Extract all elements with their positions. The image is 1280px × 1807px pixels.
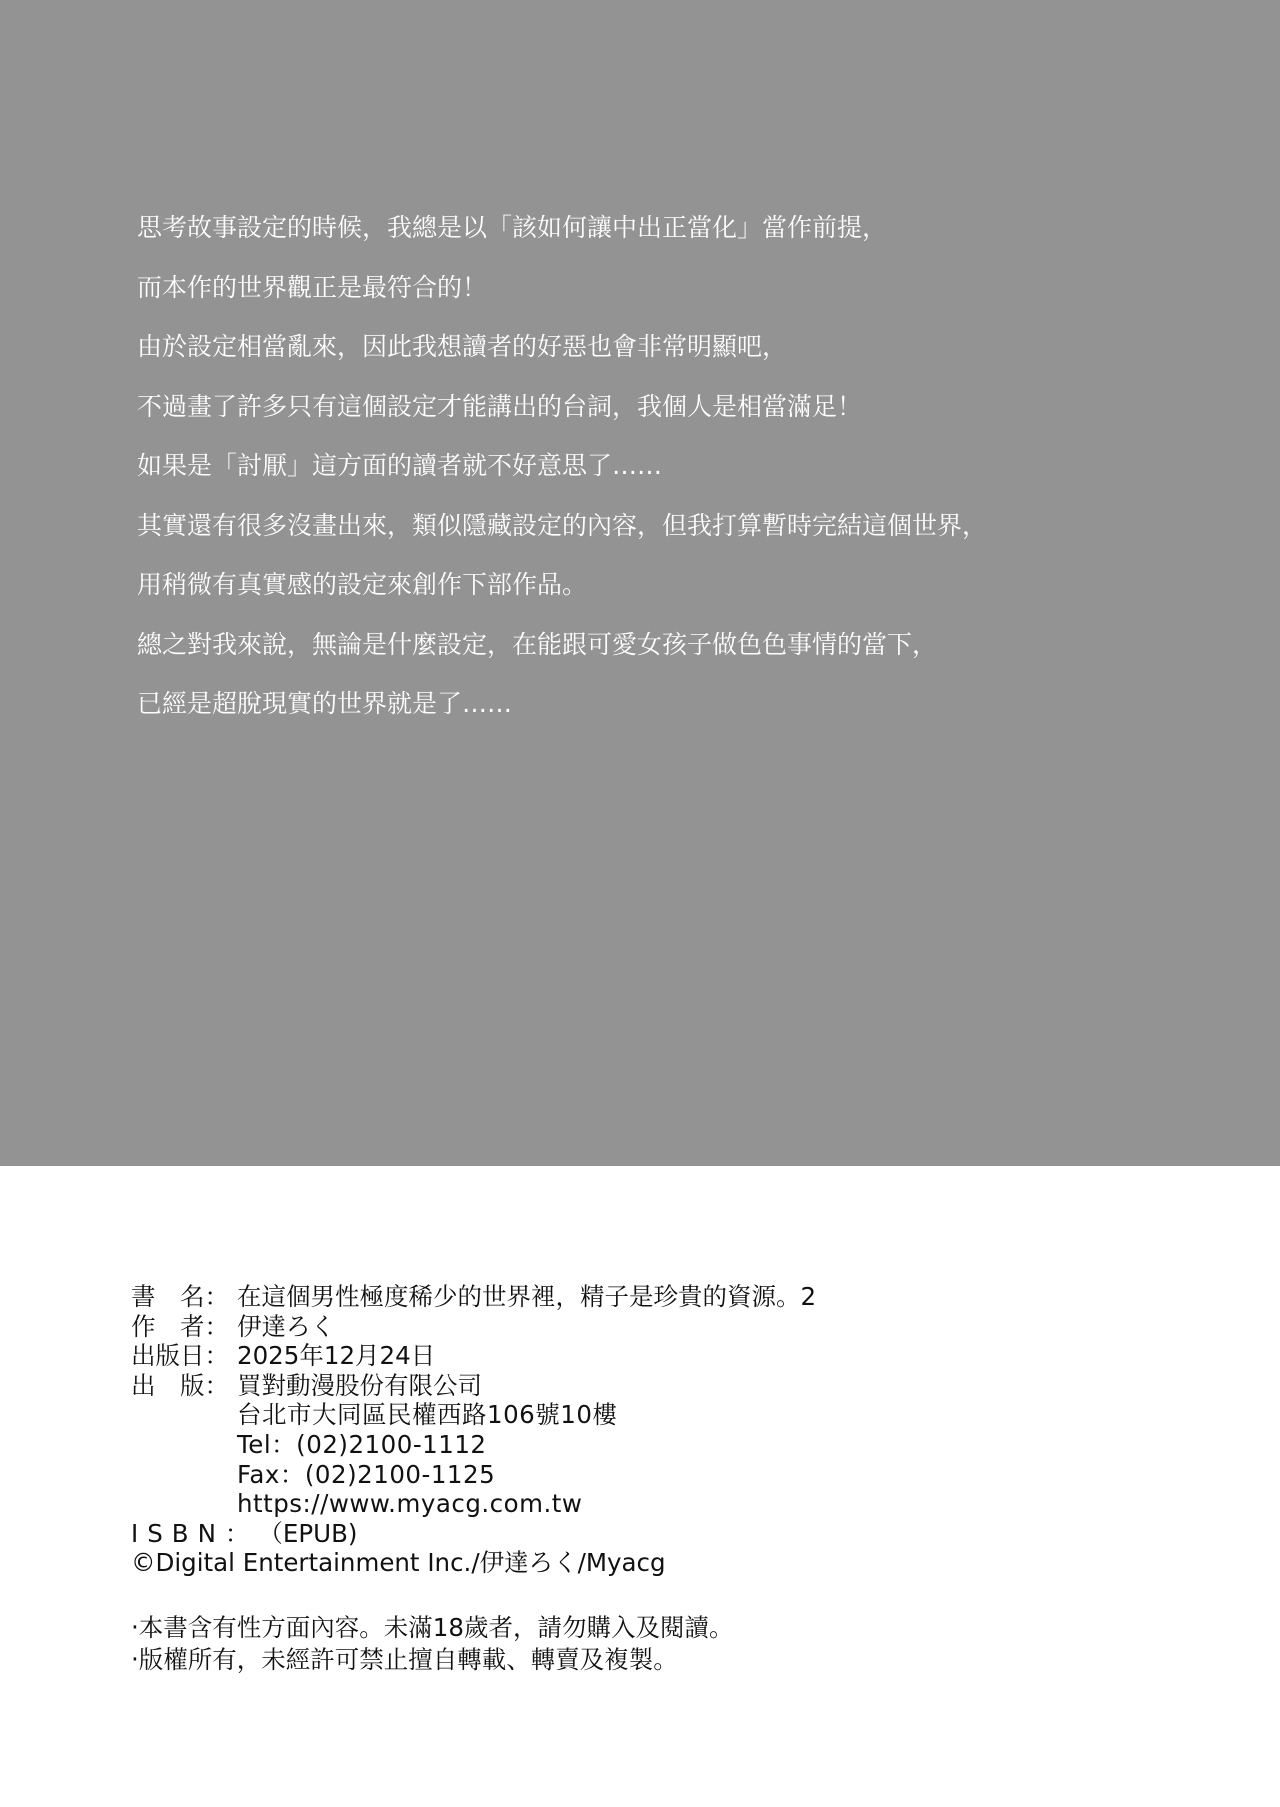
- publisher-address: 台北市大同區民權西路106號10樓: [237, 1400, 618, 1430]
- publisher-fax: Fax：(02)2100-1125: [237, 1459, 496, 1489]
- afterword-line: 而本作的世界觀正是最符合的！: [137, 272, 488, 302]
- afterword-line: 已經是超脫現實的世界就是了……: [137, 689, 513, 718]
- afterword-line: 如果是「討厭」這方面的讀者就不好意思了……: [137, 451, 663, 480]
- author-label: 作 者：: [131, 1311, 229, 1341]
- age-notice: ‧本書含有性方面內容。未滿18歲者，請勿購入及閱讀。: [131, 1613, 734, 1642]
- author-name: 伊達ろく: [237, 1311, 335, 1341]
- afterword-line: 由於設定相當亂來，因此我想讀者的好惡也會非常明顯吧，: [137, 332, 788, 361]
- colophon-publisher-row: [131, 1371, 816, 1401]
- afterword-line: 總之對我來說，無論是什麼設定，在能跟可愛女孩子做色色事情的當下，: [137, 629, 938, 659]
- colophon-author-row: [131, 1312, 816, 1342]
- publisher-name: 買對動漫股份有限公司: [237, 1370, 482, 1400]
- publisher-url: https://www.myacg.com.tw: [237, 1489, 583, 1519]
- copyright-line: ©Digital Entertainment Inc./伊達ろく/Myacg: [131, 1548, 666, 1578]
- isbn-label: ISBN：: [131, 1518, 259, 1548]
- isbn-value: （EPUB): [258, 1518, 358, 1548]
- publisher-tel: Tel：(02)2100-1112: [237, 1429, 487, 1459]
- afterword-text: [137, 208, 987, 744]
- colophon-title-row: [131, 1282, 816, 1312]
- rights-notice: ‧版權所有，未經許可禁止擅自轉載、轉賣及複製。: [131, 1644, 678, 1674]
- afterword-line: 不過畫了許多只有這個設定才能講出的台詞，我個人是相當滿足！: [137, 391, 863, 421]
- afterword-line: 思考故事設定的時候，我總是以「該如何讓中出正當化」當作前提，: [137, 213, 888, 242]
- colophon-date-row: [131, 1341, 816, 1371]
- publication-date: 2025年12月24日: [237, 1341, 436, 1371]
- title-label: 書 名：: [131, 1282, 229, 1311]
- colophon: [131, 1282, 816, 1578]
- date-label: 出版日：: [131, 1341, 229, 1371]
- publisher-label: 出 版：: [131, 1370, 229, 1400]
- book-title: 在這個男性極度稀少的世界裡，精子是珍貴的資源。2: [237, 1282, 817, 1311]
- colophon-isbn-row: [131, 1519, 816, 1549]
- notices: [131, 1612, 733, 1675]
- afterword-line: 其實還有很多沒畫出來，類似隱藏設定的內容，但我打算暫時完結這個世界，: [137, 510, 988, 540]
- afterword-line: 用稍微有真實感的設定來創作下部作品。: [137, 570, 588, 599]
